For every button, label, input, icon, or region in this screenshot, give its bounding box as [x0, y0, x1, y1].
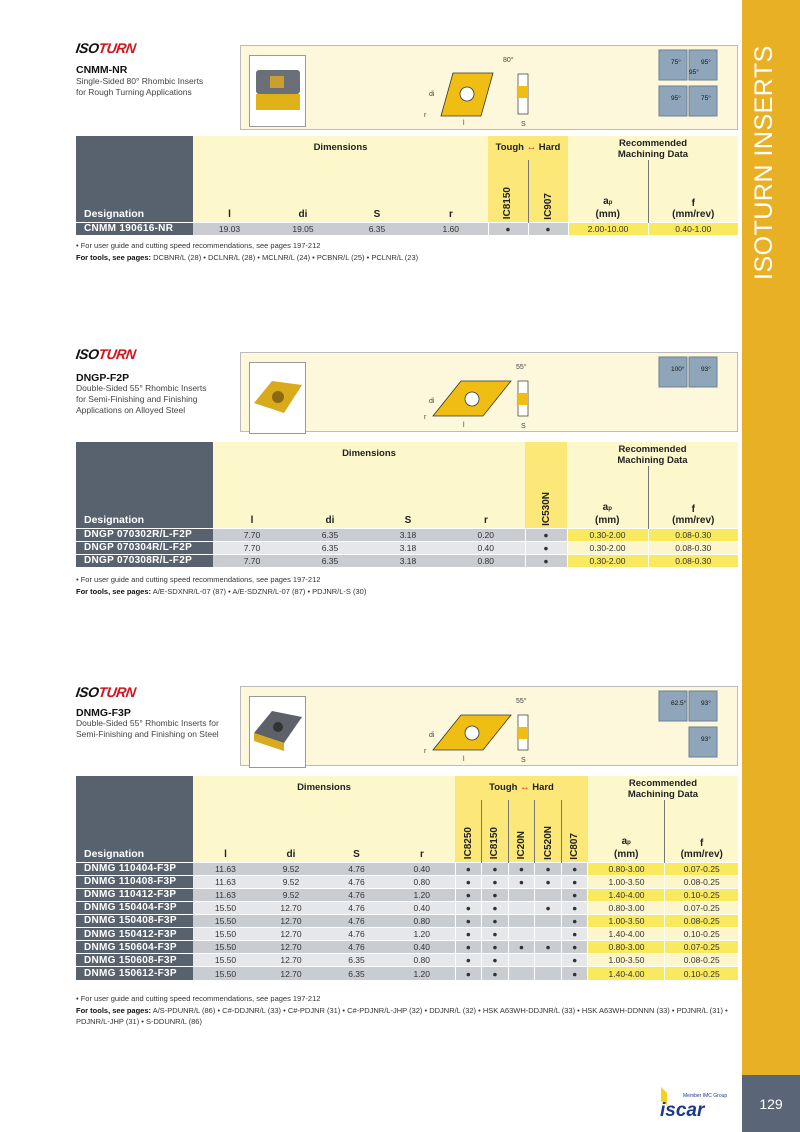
- page-number: 129: [742, 1075, 800, 1132]
- dimension-cell: 3.18: [369, 528, 447, 541]
- table-row: [76, 888, 738, 901]
- grade-label: IC807: [569, 832, 581, 860]
- ap-cell: 1.40-4.00: [588, 888, 665, 901]
- dim-0: l: [213, 466, 291, 528]
- dimension-cell: 19.03: [193, 222, 266, 235]
- dimension-cell: 19.05: [266, 222, 340, 235]
- f-cell: 0.08-0.25: [665, 954, 738, 967]
- description-line: Double-Sided 55° Rhombic Inserts for: [76, 718, 219, 728]
- insert-code: DNGP-F2P: [76, 372, 130, 384]
- grade-availability-cell: ●: [508, 875, 535, 888]
- insert-geometry-drawing: [241, 46, 737, 131]
- header-grade-ic807: [561, 800, 588, 862]
- l-label: l: [463, 422, 465, 429]
- designation-cell: DNGP 070302R/L-F2P: [76, 528, 213, 541]
- table-row: [76, 554, 738, 567]
- grade-label: IC8250: [462, 827, 474, 860]
- table-header-row: [76, 442, 738, 466]
- isoturn-logo: ISOTURN: [74, 346, 137, 362]
- ap-cell: 1.40-4.00: [588, 927, 665, 940]
- ap-cell: 0.30-2.00: [567, 541, 648, 554]
- designation-cell: CNMM 190616-NR: [76, 222, 193, 235]
- table-row: [76, 875, 738, 888]
- grade-availability-cell: ●: [561, 914, 588, 927]
- f-cell: 0.07-0.25: [665, 941, 738, 954]
- grade-availability-cell: [535, 914, 562, 927]
- grade-availability-cell: ●: [482, 967, 509, 980]
- insert-code: CNMM-NR: [76, 64, 128, 76]
- grade-availability-cell: ●: [528, 222, 568, 235]
- insert-diagram-panel: [240, 45, 738, 130]
- dimension-cell: 6.35: [324, 967, 389, 980]
- designation-cell: DNMG 150608-F3P: [76, 954, 193, 967]
- dimension-cell: 6.35: [340, 222, 414, 235]
- header-machining-data: Recommended Machining Data: [567, 442, 738, 466]
- grade-availability-cell: ●: [561, 875, 588, 888]
- grade-availability-cell: ●: [535, 901, 562, 914]
- grade-availability-cell: ●: [455, 927, 482, 940]
- approach-angle-label: 93°: [701, 700, 711, 707]
- iscar-logo: [655, 1085, 735, 1120]
- insert-geometry-drawing: [241, 353, 737, 433]
- table-row: [76, 901, 738, 914]
- grade-availability-cell: [535, 927, 562, 940]
- dim-3: r: [414, 160, 488, 222]
- grade-availability-cell: ●: [508, 941, 535, 954]
- approach-angle-label: 95°: [671, 95, 681, 102]
- header-f: f (mm/rev): [665, 800, 738, 862]
- insert-description: [76, 718, 246, 740]
- grade-availability-cell: ●: [455, 967, 482, 980]
- grade-availability-cell: ●: [561, 901, 588, 914]
- r-label: r: [424, 748, 427, 755]
- s-label: S: [521, 757, 526, 764]
- ap-cell: 0.80-3.00: [588, 941, 665, 954]
- table-row: [76, 914, 738, 927]
- grade-availability-cell: ●: [535, 941, 562, 954]
- tough-label: Tough: [489, 782, 518, 793]
- grade-availability-cell: ●: [525, 554, 567, 567]
- ap-cell: 1.00-3.50: [588, 914, 665, 927]
- ap-cell: 0.80-3.00: [588, 862, 665, 875]
- ap-cell: 2.00-10.00: [568, 222, 648, 235]
- description-line: Semi-Finishing and Finishing on Steel: [76, 729, 219, 739]
- dimension-cell: 1.20: [389, 927, 455, 940]
- table-row: [76, 541, 738, 554]
- angle-label: 55°: [516, 364, 527, 371]
- approach-angle-label: 95°: [689, 69, 699, 76]
- dim-2: S: [324, 800, 389, 862]
- header-machining-data: Recommended Machining Data: [568, 136, 738, 160]
- header-dimensions: Dimensions: [213, 442, 525, 466]
- dim-1: di: [291, 466, 369, 528]
- header-ap: ap (mm): [588, 800, 665, 862]
- approach-angle-label: 95°: [701, 59, 711, 66]
- dimension-cell: 4.76: [324, 927, 389, 940]
- grade-availability-cell: ●: [561, 862, 588, 875]
- description-line: Double-Sided 55° Rhombic Inserts: [76, 383, 207, 393]
- f-cell: 0.10-0.25: [665, 888, 738, 901]
- dimension-cell: 1.20: [389, 967, 455, 980]
- grade-availability-cell: [508, 914, 535, 927]
- dimension-cell: 0.80: [389, 914, 455, 927]
- f-cell: 0.08-0.25: [665, 914, 738, 927]
- guide-note: • For user guide and cutting speed recommendations, see pages 197-212: [76, 993, 321, 1003]
- side-title: ISOTURN INSERTS: [750, 45, 778, 280]
- tools-label: For tools, see pages:: [76, 253, 152, 262]
- header-ap: ap (mm): [568, 160, 648, 222]
- grade-availability-cell: ●: [561, 967, 588, 980]
- grade-availability-cell: ●: [455, 888, 482, 901]
- table-row: [76, 862, 738, 875]
- dimension-cell: 6.35: [324, 954, 389, 967]
- header-f: f (mm/rev): [648, 160, 738, 222]
- grade-label: IC530N: [540, 491, 552, 526]
- insert-table: [76, 776, 738, 980]
- insert-description: [76, 383, 246, 416]
- dimension-cell: 0.80: [447, 554, 525, 567]
- dimension-cell: 0.40: [389, 901, 455, 914]
- isoturn-logo: ISOTURN: [74, 40, 137, 56]
- grade-availability-cell: [508, 954, 535, 967]
- r-label: r: [424, 414, 427, 421]
- angle-label: 55°: [516, 698, 527, 705]
- header-grade-ic8150: [482, 800, 509, 862]
- approach-angle-label: 100°: [671, 366, 685, 373]
- tough-hard-arrow-icon: ↔: [520, 782, 530, 793]
- dimension-cell: 7.70: [213, 554, 291, 567]
- dimension-cell: 6.35: [291, 541, 369, 554]
- dimension-cell: 4.76: [324, 888, 389, 901]
- header-grade-ic520n: [535, 800, 562, 862]
- header-designation: Designation: [76, 442, 213, 528]
- di-label: di: [429, 398, 435, 405]
- f-cell: 0.08-0.30: [648, 541, 738, 554]
- header-grade-ic530n: [525, 442, 567, 528]
- dim-3: r: [389, 800, 455, 862]
- designation-cell: DNMG 110408-F3P: [76, 875, 193, 888]
- dimension-cell: 15.50: [193, 927, 258, 940]
- header-grade-ic907: [528, 160, 568, 222]
- tools-reference: [76, 586, 736, 597]
- dimension-cell: 15.50: [193, 914, 258, 927]
- svg-text:Member IMC Group: Member IMC Group: [683, 1093, 728, 1099]
- designation-cell: DNMG 150404-F3P: [76, 901, 193, 914]
- insert-diagram-panel: [240, 352, 738, 432]
- header-designation: Designation: [76, 136, 193, 222]
- dim-0: l: [193, 800, 258, 862]
- grade-availability-cell: ●: [488, 222, 528, 235]
- header-grade-ic8150: [488, 160, 528, 222]
- dimension-cell: 0.40: [389, 941, 455, 954]
- designation-cell: DNMG 150604-F3P: [76, 941, 193, 954]
- table-header-row: [76, 136, 738, 160]
- header-grade-ic20n: [508, 800, 535, 862]
- grade-availability-cell: ●: [482, 888, 509, 901]
- insert-description: [76, 76, 246, 98]
- ap-cell: 0.30-2.00: [567, 554, 648, 567]
- dimension-cell: 9.52: [258, 875, 324, 888]
- grade-availability-cell: ●: [482, 941, 509, 954]
- designation-cell: DNMG 110412-F3P: [76, 888, 193, 901]
- dimension-cell: 12.70: [258, 914, 324, 927]
- dimension-cell: 11.63: [193, 862, 258, 875]
- grade-availability-cell: [535, 888, 562, 901]
- dim-1: di: [266, 160, 340, 222]
- dimension-cell: 3.18: [369, 554, 447, 567]
- dim-2: S: [369, 466, 447, 528]
- tools-reference: [76, 252, 736, 263]
- grade-availability-cell: ●: [482, 914, 509, 927]
- grade-availability-cell: ●: [535, 875, 562, 888]
- grade-availability-cell: ●: [455, 862, 482, 875]
- dimension-cell: 7.70: [213, 528, 291, 541]
- grade-availability-cell: ●: [561, 927, 588, 940]
- tools-label: For tools, see pages:: [76, 1005, 152, 1015]
- designation-cell: DNGP 070304R/L-F2P: [76, 541, 213, 554]
- dimension-cell: 12.70: [258, 954, 324, 967]
- grade-availability-cell: [508, 901, 535, 914]
- grade-availability-cell: [508, 927, 535, 940]
- dimension-cell: 12.70: [258, 941, 324, 954]
- dimension-cell: 0.40: [389, 862, 455, 875]
- l-label: l: [463, 756, 465, 763]
- isoturn-logo: ISOTURN: [74, 684, 137, 700]
- f-cell: 0.10-0.25: [665, 967, 738, 980]
- dimension-cell: 15.50: [193, 967, 258, 980]
- dimension-cell: 9.52: [258, 888, 324, 901]
- f-cell: 0.10-0.25: [665, 927, 738, 940]
- description-line: Applications on Alloyed Steel: [76, 405, 186, 415]
- insert-diagram-panel: [240, 686, 738, 766]
- description-line: for Semi-Finishing and Finishing: [76, 394, 198, 404]
- description-line: Single-Sided 80° Rhombic Inserts: [76, 76, 204, 86]
- l-label: l: [463, 120, 465, 127]
- dim-0: l: [193, 160, 266, 222]
- grade-availability-cell: ●: [561, 888, 588, 901]
- grade-label: IC520N: [542, 825, 554, 860]
- tools-list: DCBNR/L (28) • DCLNR/L (28) • MCLNR/L (24) • PCBNR/L (25) • PCLNR/L (23): [153, 253, 419, 262]
- header-grade-ic8250: [455, 800, 482, 862]
- f-cell: 0.08-0.30: [648, 528, 738, 541]
- table-header-row: [76, 776, 738, 800]
- tools-list: A/S-PDUNR/L (86) • C#-DDJNR/L (33) • C#-PDJNR (31) • C#-PDJNR/L-JHP (32) • DDJNR/L (32) • HSK A63WH-DDJNR/L (33) • HSK A63WH-DDNNN (33) • PDJNR/L (31) • PDJNR/L-JHP (31) • S-DDUNR/L (86): [76, 1005, 728, 1026]
- designation-cell: DNMG 150612-F3P: [76, 967, 193, 980]
- dimension-cell: 4.76: [324, 862, 389, 875]
- description-line: for Rough Turning Applications: [76, 87, 192, 97]
- tough-hard-arrow-icon: ↔: [526, 142, 537, 153]
- hard-label: Hard: [532, 782, 554, 793]
- dimension-cell: 0.20: [447, 528, 525, 541]
- table-row: [76, 941, 738, 954]
- dimension-cell: 0.80: [389, 875, 455, 888]
- di-label: di: [429, 732, 435, 739]
- tools-list: A/E-SDXNR/L-07 (87) • A/E-SDZNR/L-07 (87) • PDJNR/L-S (30): [152, 587, 367, 596]
- approach-angle-label: 75°: [671, 59, 681, 66]
- ap-cell: 0.30-2.00: [567, 528, 648, 541]
- header-tough-hard: [488, 136, 568, 160]
- header-dimensions: Dimensions: [193, 776, 455, 800]
- f-cell: 0.08-0.25: [665, 875, 738, 888]
- insert-hole-icon: [465, 726, 479, 740]
- f-cell: 0.07-0.25: [665, 901, 738, 914]
- ap-cell: 1.40-4.00: [588, 967, 665, 980]
- grade-availability-cell: ●: [455, 914, 482, 927]
- grade-label: IC8150: [489, 827, 501, 860]
- f-cell: 0.08-0.30: [648, 554, 738, 567]
- grade-availability-cell: [535, 954, 562, 967]
- designation-cell: DNGP 070308R/L-F2P: [76, 554, 213, 567]
- grade-availability-cell: ●: [525, 528, 567, 541]
- approach-angle-label: 62.5°: [671, 700, 687, 707]
- header-dimensions: Dimensions: [193, 136, 488, 160]
- table-row: [76, 967, 738, 980]
- dimension-cell: 4.76: [324, 941, 389, 954]
- grade-availability-cell: ●: [561, 941, 588, 954]
- grade-label: IC20N: [515, 831, 527, 860]
- dimension-cell: 4.76: [324, 875, 389, 888]
- dimension-cell: 11.63: [193, 888, 258, 901]
- header-ap: ap (mm): [567, 466, 648, 528]
- grade-availability-cell: ●: [455, 875, 482, 888]
- dimension-cell: 15.50: [193, 901, 258, 914]
- dimension-cell: 11.63: [193, 875, 258, 888]
- dimension-cell: 4.76: [324, 914, 389, 927]
- ap-cell: 0.80-3.00: [588, 901, 665, 914]
- dimension-cell: 12.70: [258, 927, 324, 940]
- header-tough-hard: [455, 776, 588, 800]
- f-cell: 0.07-0.25: [665, 862, 738, 875]
- dimension-cell: 15.50: [193, 954, 258, 967]
- grade-availability-cell: ●: [482, 862, 509, 875]
- svg-text:iscar: iscar: [660, 1100, 705, 1120]
- dimension-cell: 15.50: [193, 941, 258, 954]
- dim-3: r: [447, 466, 525, 528]
- dimension-cell: 0.80: [389, 954, 455, 967]
- di-label: di: [429, 91, 435, 98]
- designation-cell: DNMG 150408-F3P: [76, 914, 193, 927]
- insert-table: [76, 442, 738, 567]
- dimension-cell: 7.70: [213, 541, 291, 554]
- header-designation: Designation: [76, 776, 193, 862]
- designation-cell: DNMG 150412-F3P: [76, 927, 193, 940]
- s-label: S: [521, 121, 526, 128]
- dimension-cell: 12.70: [258, 901, 324, 914]
- header-machining-data: Recommended Machining Data: [588, 776, 738, 800]
- grade-availability-cell: ●: [508, 862, 535, 875]
- ap-cell: 1.00-3.50: [588, 875, 665, 888]
- dimension-cell: 9.52: [258, 862, 324, 875]
- tough-label: Tough: [495, 142, 524, 153]
- f-cell: 0.40-1.00: [648, 222, 738, 235]
- dim-2: S: [340, 160, 414, 222]
- dimension-cell: 12.70: [258, 967, 324, 980]
- insert-geometry-drawing: [241, 687, 737, 767]
- grade-label: IC8150: [502, 187, 514, 220]
- table-row: [76, 954, 738, 967]
- approach-angle-label: 93°: [701, 366, 711, 373]
- grade-availability-cell: ●: [455, 941, 482, 954]
- insert-code: DNMG-F3P: [76, 707, 131, 719]
- dimension-cell: 3.18: [369, 541, 447, 554]
- ap-cell: 1.00-3.50: [588, 954, 665, 967]
- dimension-cell: 4.76: [324, 901, 389, 914]
- grade-availability-cell: ●: [482, 875, 509, 888]
- grade-availability-cell: ●: [535, 862, 562, 875]
- dimension-cell: 6.35: [291, 554, 369, 567]
- table-row: [76, 927, 738, 940]
- insert-table: [76, 136, 738, 235]
- grade-availability-cell: [535, 967, 562, 980]
- grade-availability-cell: [508, 967, 535, 980]
- tools-label: For tools, see pages:: [76, 587, 152, 596]
- designation-cell: DNMG 110404-F3P: [76, 862, 193, 875]
- dimension-cell: 1.60: [414, 222, 488, 235]
- tools-reference: [76, 1005, 736, 1027]
- dimension-cell: 0.40: [447, 541, 525, 554]
- guide-note: • For user guide and cutting speed recommendations, see pages 197-212: [76, 241, 321, 250]
- grade-availability-cell: ●: [561, 954, 588, 967]
- guide-note: • For user guide and cutting speed recommendations, see pages 197-212: [76, 575, 321, 584]
- table-row: [76, 528, 738, 541]
- grade-availability-cell: [508, 888, 535, 901]
- hard-label: Hard: [538, 142, 561, 153]
- dim-1: di: [258, 800, 324, 862]
- insert-hole-icon: [465, 392, 479, 406]
- s-label: S: [521, 423, 526, 430]
- r-label: r: [424, 112, 427, 119]
- angle-label: 80°: [503, 57, 514, 64]
- approach-angle-label: 93°: [701, 736, 711, 743]
- grade-label: IC907: [542, 192, 554, 220]
- grade-availability-cell: ●: [455, 954, 482, 967]
- table-row: [76, 222, 738, 235]
- dimension-cell: 6.35: [291, 528, 369, 541]
- insert-hole-icon: [460, 87, 474, 101]
- approach-angle-label: 75°: [701, 95, 711, 102]
- grade-availability-cell: ●: [482, 927, 509, 940]
- grade-availability-cell: ●: [482, 954, 509, 967]
- header-f: f (mm/rev): [648, 466, 738, 528]
- grade-availability-cell: ●: [525, 541, 567, 554]
- grade-availability-cell: ●: [482, 901, 509, 914]
- dimension-cell: 1.20: [389, 888, 455, 901]
- grade-availability-cell: ●: [455, 901, 482, 914]
